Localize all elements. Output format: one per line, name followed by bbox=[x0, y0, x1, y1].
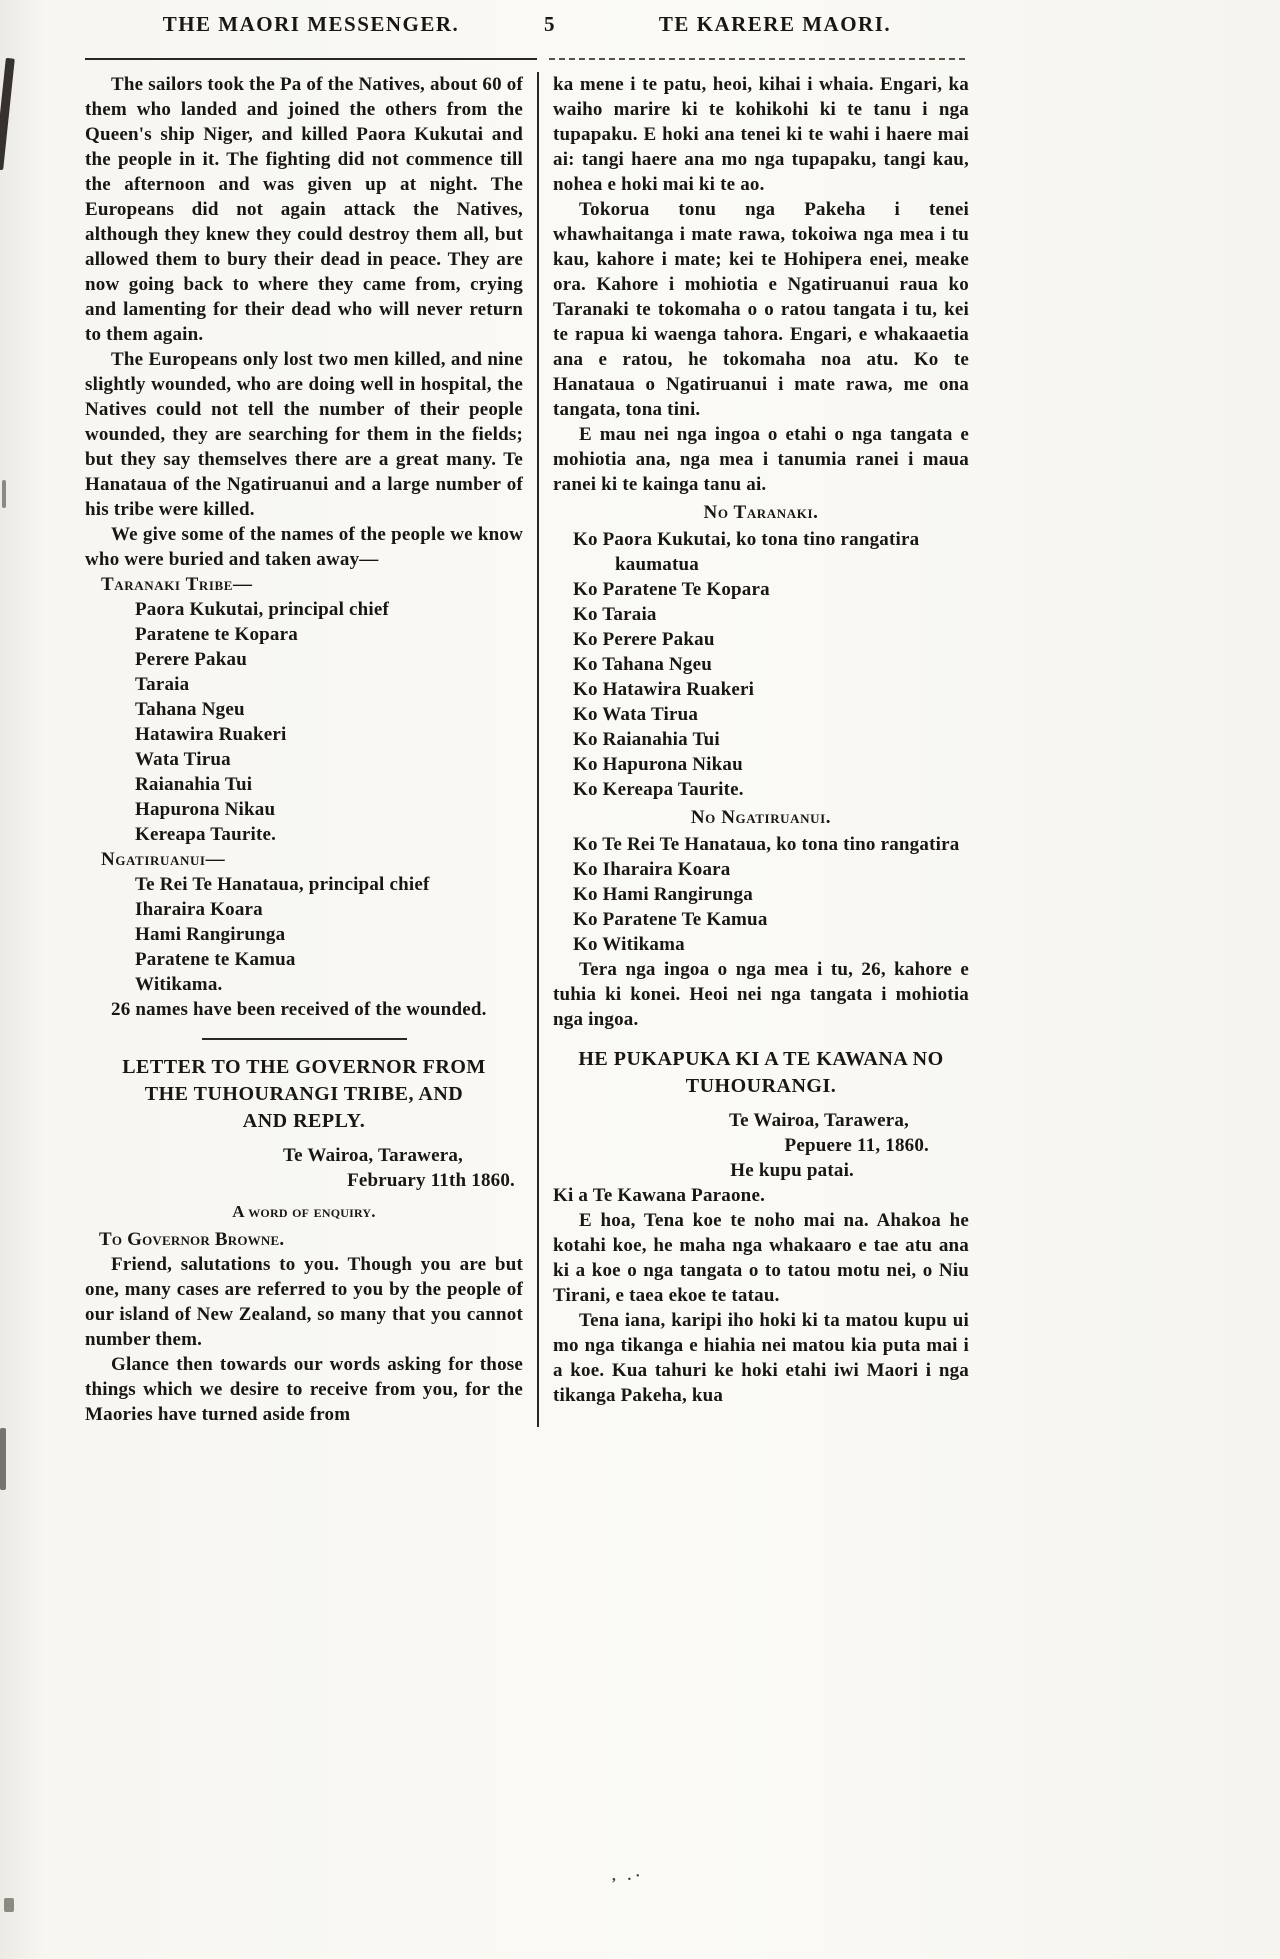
list-item: Ko Iharaira Koara bbox=[573, 859, 731, 880]
list-item: Hatawira Ruakeri bbox=[135, 724, 287, 745]
header-rule-solid bbox=[85, 58, 537, 60]
english-paragraph-3: We give some of the names of the people we know who were buried and taken away— bbox=[85, 524, 523, 570]
stray-print-mark: , .· bbox=[612, 1868, 645, 1884]
letter-heading-line: LETTER TO THE GOVERNOR FROM bbox=[122, 1056, 486, 1078]
list-item: Paora Kukutai, principal chief bbox=[135, 599, 390, 620]
letter-heading-line: AND REPLY. bbox=[242, 1110, 366, 1132]
scan-artifact bbox=[2, 480, 6, 508]
list-item: Te Rei Te Hanataua, principal chief bbox=[135, 874, 430, 895]
letter-heading-line: THE TUHOURANGI TRIBE, AND bbox=[144, 1083, 464, 1105]
maori-paragraph-1: ka mene i te patu, heoi, kihai i whaia. Engari, ka waiho marire ki te kohikohi ki te tanu i nga tupapaku. E hoki ana tenei ki te wahi i haere mai ai: tangi haere ana mo nga tupapaku, tangi kau, nohea e hoki mai ki te ao. bbox=[553, 74, 969, 195]
maori-column bbox=[537, 72, 969, 1427]
header-rule-dashed bbox=[549, 58, 965, 60]
list-item: Raianahia Tui bbox=[135, 774, 253, 795]
no-taranaki-heading: No Taranaki. bbox=[703, 502, 819, 523]
scan-artifact bbox=[0, 58, 15, 170]
list-item: Ko Wata Tirua bbox=[573, 704, 699, 725]
masthead-title-english: THE MAORI MESSENGER. bbox=[162, 12, 460, 36]
letter-paragraph-2: Glance then towards our words asking for those things which we desire to receive from you, for the Maories have turned aside from bbox=[85, 1354, 523, 1425]
maori-letter-paragraph-2: Tena iana, karipi iho hoki ki ta matou kupu ui mo nga tikanga e hiahia nei matou kia puta mai i a koe. Kua tahuri ke hoki etahi iwi Maori i nga tikanga Pakeha, kua bbox=[553, 1310, 969, 1406]
english-paragraph-1: The sailors took the Pa of the Natives, about 60 of them who landed and joined the others from the Queen's ship Niger, and killed Paora Kukutai and the people in it. The fighting did not commence till the afternoon and was given up at night. The Europeans did not again attack the Natives, although they knew they could destroy them all, but allowed them to bury their dead in peace. They are now going back to where they came from, crying and lamenting for their dead who will never return to them again. bbox=[85, 74, 523, 345]
letter-heading-line: HE PUKAPUKA KI A TE KAWANA NO bbox=[578, 1048, 944, 1070]
maori-closing-paragraph: Tera nga ingoa o nga mea i tu, 26, kahore e tuhia ki konei. Heoi nei nga tangata i mohiotia nga ingoa. bbox=[553, 959, 969, 1030]
english-column bbox=[85, 72, 537, 1427]
list-item: Perere Pakau bbox=[135, 649, 247, 670]
list-item: Hapurona Nikau bbox=[135, 799, 276, 820]
list-item: Iharaira Koara bbox=[135, 899, 263, 920]
list-item: Ko Hapurona Nikau bbox=[573, 754, 743, 775]
dateline-place: Te Wairoa, Tarawera, bbox=[729, 1110, 909, 1131]
list-item: Ko Paratene Te Kamua bbox=[573, 909, 768, 930]
scan-artifact bbox=[0, 1428, 6, 1490]
list-item: Ko Kereapa Taurite. bbox=[573, 779, 744, 800]
page-number: 5 bbox=[544, 12, 556, 36]
list-item: Ko Paratene Te Kopara bbox=[573, 579, 770, 600]
section-divider-rule bbox=[202, 1038, 407, 1040]
english-paragraph-2: The Europeans only lost two men killed, and nine slightly wounded, who are doing well in hospital, the Natives could not tell the number of their people wounded, they are searching for them in the fields; but they say themselves there are a great many. Te Hanataua of the Ngatiruanui and a large number of his tribe were killed. bbox=[85, 349, 523, 520]
maori-paragraph-3: E mau nei nga ingoa o etahi o nga tangata e mohiotia ana, nga mea i tanumia ranei i maua ranei ki te kainga tanu ai. bbox=[553, 424, 969, 495]
letter-heading-english bbox=[85, 1054, 523, 1135]
maori-letter-paragraph-1: E hoa, Tena koe te noho mai na. Ahakoa he kotahi koe, he maha nga whakaaro e tae atu ana ki a koe o nga tangata o to tatou motu nei, o Niu Tirani, e taea ekoe te tatau. bbox=[553, 1210, 969, 1306]
kupu-patai-line: He kupu patai. bbox=[730, 1160, 854, 1181]
list-item: Ko Perere Pakau bbox=[573, 629, 715, 650]
masthead bbox=[0, 0, 1280, 48]
enquiry-subheading: A word of enquiry. bbox=[232, 1202, 376, 1221]
list-item: Ko Taraia bbox=[573, 604, 657, 625]
masthead-title-maori: TE KARERE MAORI. bbox=[658, 12, 892, 36]
dateline-date: Pepuere 11, 1860. bbox=[784, 1135, 929, 1156]
letter-heading-maori bbox=[553, 1046, 969, 1100]
list-item: Ko Hami Rangirunga bbox=[573, 884, 753, 905]
letter-paragraph-1: Friend, salutations to you. Though you are but one, many cases are referred to you by the people of our island of New Zealand, so many that you cannot number them. bbox=[85, 1254, 523, 1350]
wounded-note: 26 names have been received of the wounded. bbox=[111, 999, 487, 1020]
list-item: Ko Witikama bbox=[573, 934, 685, 955]
list-item: Paratene te Kamua bbox=[135, 949, 296, 970]
ngatiruanui-tribe-heading: Ngatiruanui— bbox=[101, 849, 226, 870]
letter-heading-line: TUHOURANGI. bbox=[685, 1075, 837, 1097]
no-ngatiruanui-heading: No Ngatiruanui. bbox=[690, 807, 832, 828]
list-item: Ko Raianahia Tui bbox=[573, 729, 720, 750]
dateline-date: February 11th 1860. bbox=[347, 1170, 515, 1191]
list-item: Tahana Ngeu bbox=[135, 699, 245, 720]
list-item: Ko Paora Kukutai, ko tona tino rangatira kaumatua bbox=[573, 529, 920, 575]
letter-salutation: To Governor Browne. bbox=[99, 1229, 285, 1250]
list-item: Ko Tahana Ngeu bbox=[573, 654, 713, 675]
list-item: Taraia bbox=[135, 674, 190, 695]
kawana-address-line: Ki a Te Kawana Paraone. bbox=[553, 1185, 766, 1206]
dateline-place: Te Wairoa, Tarawera, bbox=[283, 1145, 463, 1166]
taranaki-tribe-heading: Taranaki Tribe— bbox=[101, 574, 253, 595]
list-item: Ko Te Rei Te Hanataua, ko tona tino rangatira bbox=[573, 834, 960, 855]
scan-artifact bbox=[4, 1898, 14, 1912]
list-item: Wata Tirua bbox=[135, 749, 231, 770]
list-item: Paratene te Kopara bbox=[135, 624, 298, 645]
list-item: Witikama. bbox=[135, 974, 223, 995]
list-item: Ko Hatawira Ruakeri bbox=[573, 679, 755, 700]
two-column-body bbox=[85, 72, 969, 1427]
list-item: Kereapa Taurite. bbox=[135, 824, 277, 845]
list-item: Hami Rangirunga bbox=[135, 924, 286, 945]
maori-paragraph-2: Tokorua tonu nga Pakeha i tenei whawhaitanga i mate rawa, tokoiwa nga mea i tu kau, kahore i mate; kei te Hohipera enei, meake ora. Kahore i mohiotia e Ngatiruanui raua ko Taranaki te tokomaha o o ratou tangata i tu, kei te rapua ki waenga tahora. Engari, e whakaaetia ana e ratou, he tokomaha noa atu. Ko te Hanataua o Ngatiruanui i mate rawa, me ona tangata, tona tini. bbox=[553, 199, 969, 420]
